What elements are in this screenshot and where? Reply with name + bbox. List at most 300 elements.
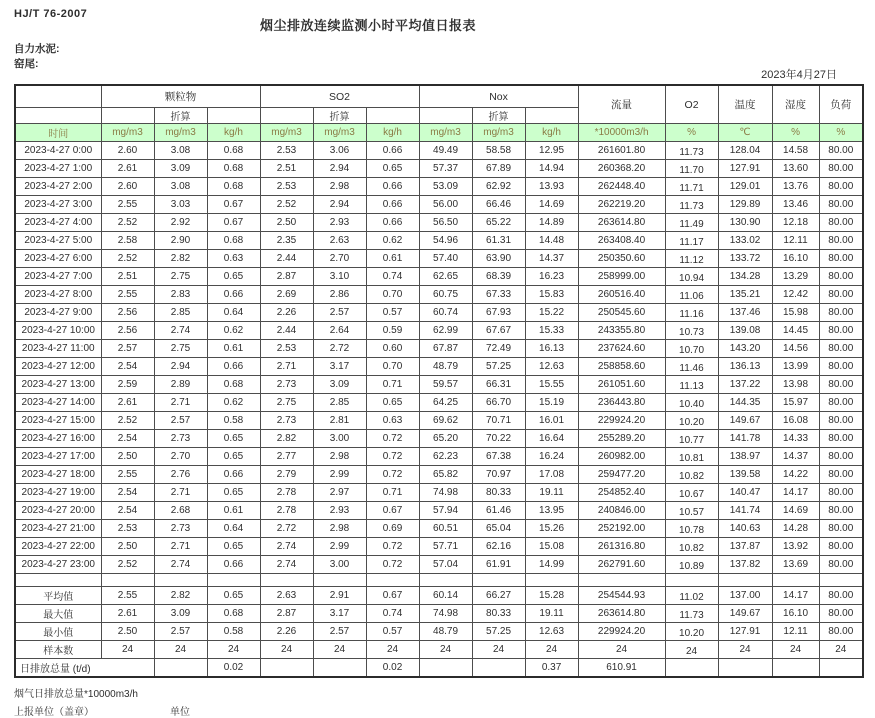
- value-cell: 14.48: [525, 232, 578, 250]
- value-cell: 3.08: [154, 142, 207, 160]
- value-cell: 80.00: [819, 394, 863, 412]
- summary-value-cell: 254544.93: [578, 587, 665, 605]
- value-cell: 2.92: [154, 214, 207, 232]
- header-flow: 流量: [578, 85, 665, 124]
- value-cell: 2.53: [260, 178, 313, 196]
- summary-row: [15, 587, 863, 605]
- value-cell: 229924.20: [578, 412, 665, 430]
- table-row: [15, 466, 863, 484]
- value-cell: 0.62: [207, 322, 260, 340]
- empty-cell: [419, 108, 472, 124]
- value-cell: 2.64: [313, 322, 366, 340]
- empty-cell: [207, 574, 260, 587]
- value-cell: 80.00: [819, 502, 863, 520]
- value-cell: 2.85: [154, 304, 207, 322]
- value-cell: 11.12: [665, 250, 718, 268]
- value-cell: 2.71: [260, 358, 313, 376]
- value-cell: 2.85: [313, 394, 366, 412]
- value-cell: 2.50: [101, 538, 154, 556]
- value-cell: 144.35: [718, 394, 772, 412]
- summary-value-cell: 0.74: [366, 605, 419, 623]
- value-cell: 0.58: [207, 412, 260, 430]
- value-cell: 0.72: [366, 466, 419, 484]
- value-cell: 2.52: [101, 214, 154, 232]
- time-cell: 2023-4-27 14:00: [15, 394, 101, 412]
- time-cell: 2023-4-27 16:00: [15, 430, 101, 448]
- footer-line: [14, 703, 862, 717]
- table-row: [15, 484, 863, 502]
- value-cell: 0.68: [207, 376, 260, 394]
- value-cell: 2.69: [260, 286, 313, 304]
- value-cell: 10.94: [665, 268, 718, 286]
- value-cell: 3.09: [154, 160, 207, 178]
- empty-cell: [101, 574, 154, 587]
- value-cell: 143.20: [718, 340, 772, 358]
- table-row: [15, 448, 863, 466]
- table-body: [15, 124, 863, 678]
- value-cell: 13.46: [772, 196, 819, 214]
- value-cell: 80.00: [819, 358, 863, 376]
- empty-cell: [15, 108, 101, 124]
- value-cell: 14.69: [525, 196, 578, 214]
- value-cell: 0.65: [207, 538, 260, 556]
- table-row: [15, 196, 863, 214]
- time-cell: 2023-4-27 2:00: [15, 178, 101, 196]
- daily-total-value-cell: [313, 659, 366, 678]
- summary-value-cell: 2.63: [260, 587, 313, 605]
- summary-value-cell: 263614.80: [578, 605, 665, 623]
- value-cell: 13.92: [772, 538, 819, 556]
- value-cell: 2.93: [313, 502, 366, 520]
- value-cell: 67.67: [472, 322, 525, 340]
- summary-value-cell: 24: [154, 641, 207, 659]
- summary-value-cell: 2.87: [260, 605, 313, 623]
- value-cell: 80.00: [819, 214, 863, 232]
- value-cell: 62.99: [419, 322, 472, 340]
- group-header-particulate: 颗粒物: [101, 85, 260, 108]
- value-cell: 2.74: [154, 556, 207, 574]
- time-header-cell: 时间: [15, 124, 101, 142]
- value-cell: 139.08: [718, 322, 772, 340]
- daily-total-value-cell: [819, 659, 863, 678]
- value-cell: 134.28: [718, 268, 772, 286]
- value-cell: 14.56: [772, 340, 819, 358]
- value-cell: 2.58: [101, 232, 154, 250]
- value-cell: 14.69: [772, 502, 819, 520]
- value-cell: 2.63: [313, 232, 366, 250]
- value-cell: 0.61: [207, 502, 260, 520]
- summary-value-cell: 80.33: [472, 605, 525, 623]
- summary-value-cell: 15.28: [525, 587, 578, 605]
- unit-cell: mg/m3: [419, 124, 472, 142]
- summary-value-cell: 80.00: [819, 605, 863, 623]
- summary-value-cell: 2.50: [101, 623, 154, 641]
- summary-value-cell: 24: [718, 641, 772, 659]
- value-cell: 12.63: [525, 358, 578, 376]
- unit-cell: mg/m3: [472, 124, 525, 142]
- converted-header-nox: 折算: [472, 108, 525, 124]
- value-cell: 19.11: [525, 484, 578, 502]
- time-cell: 2023-4-27 20:00: [15, 502, 101, 520]
- summary-label-cell: 最小值: [15, 623, 101, 641]
- value-cell: 149.67: [718, 412, 772, 430]
- value-cell: 2.73: [260, 412, 313, 430]
- value-cell: 0.67: [207, 214, 260, 232]
- value-cell: 2.93: [313, 214, 366, 232]
- value-cell: 74.98: [419, 484, 472, 502]
- daily-total-value-cell: 0.02: [207, 659, 260, 678]
- value-cell: 3.00: [313, 430, 366, 448]
- daily-total-value-cell: 0.02: [366, 659, 419, 678]
- summary-label-cell: 平均值: [15, 587, 101, 605]
- value-cell: 12.42: [772, 286, 819, 304]
- value-cell: 15.08: [525, 538, 578, 556]
- value-cell: 80.00: [819, 412, 863, 430]
- value-cell: 58.58: [472, 142, 525, 160]
- value-cell: 48.79: [419, 358, 472, 376]
- time-cell: 2023-4-27 22:00: [15, 538, 101, 556]
- value-cell: 70.97: [472, 466, 525, 484]
- value-cell: 57.04: [419, 556, 472, 574]
- value-cell: 14.22: [772, 466, 819, 484]
- value-cell: 258858.60: [578, 358, 665, 376]
- value-cell: 0.68: [207, 232, 260, 250]
- daily-total-value-cell: 0.37: [525, 659, 578, 678]
- summary-value-cell: 57.25: [472, 623, 525, 641]
- summary-value-cell: 24: [472, 641, 525, 659]
- daily-total-value-cell: [665, 659, 718, 678]
- summary-value-cell: 24: [578, 641, 665, 659]
- value-cell: 12.11: [772, 232, 819, 250]
- value-cell: 2.74: [154, 322, 207, 340]
- summary-value-cell: 19.11: [525, 605, 578, 623]
- summary-value-cell: 137.00: [718, 587, 772, 605]
- unit-cell: kg/h: [525, 124, 578, 142]
- group-header-nox: Nox: [419, 85, 578, 108]
- value-cell: 2.44: [260, 250, 313, 268]
- value-cell: 80.00: [819, 520, 863, 538]
- value-cell: 15.26: [525, 520, 578, 538]
- value-cell: 11.17: [665, 232, 718, 250]
- value-cell: 80.00: [819, 538, 863, 556]
- empty-cell: [101, 108, 154, 124]
- value-cell: 80.00: [819, 268, 863, 286]
- value-cell: 10.81: [665, 448, 718, 466]
- value-cell: 263408.40: [578, 232, 665, 250]
- table-row: [15, 358, 863, 376]
- value-cell: 10.73: [665, 322, 718, 340]
- summary-value-cell: 0.57: [366, 623, 419, 641]
- value-cell: 49.49: [419, 142, 472, 160]
- value-cell: 0.72: [366, 448, 419, 466]
- value-cell: 2.60: [101, 142, 154, 160]
- value-cell: 2.60: [101, 178, 154, 196]
- value-cell: 2.75: [154, 268, 207, 286]
- value-cell: 2.82: [260, 430, 313, 448]
- report-table-wrap: [14, 84, 862, 717]
- empty-cell: [525, 108, 578, 124]
- value-cell: 80.00: [819, 466, 863, 484]
- value-cell: 2.56: [101, 304, 154, 322]
- value-cell: 2.94: [154, 358, 207, 376]
- value-cell: 13.69: [772, 556, 819, 574]
- value-cell: 2.57: [313, 304, 366, 322]
- value-cell: 0.68: [207, 160, 260, 178]
- daily-total-value-cell: [260, 659, 313, 678]
- value-cell: 254852.40: [578, 484, 665, 502]
- value-cell: 15.19: [525, 394, 578, 412]
- value-cell: 240846.00: [578, 502, 665, 520]
- value-cell: 0.71: [366, 376, 419, 394]
- value-cell: 0.65: [366, 160, 419, 178]
- summary-value-cell: 16.10: [772, 605, 819, 623]
- summary-value-cell: 24: [525, 641, 578, 659]
- value-cell: 0.62: [366, 232, 419, 250]
- value-cell: 60.74: [419, 304, 472, 322]
- time-cell: 2023-4-27 13:00: [15, 376, 101, 394]
- value-cell: 2.98: [313, 178, 366, 196]
- value-cell: 0.65: [207, 268, 260, 286]
- value-cell: 129.89: [718, 196, 772, 214]
- value-cell: 10.70: [665, 340, 718, 358]
- value-cell: 57.25: [472, 358, 525, 376]
- summary-value-cell: 0.68: [207, 605, 260, 623]
- empty-cell: [718, 574, 772, 587]
- value-cell: 0.67: [366, 502, 419, 520]
- summary-value-cell: 11.02: [665, 587, 718, 605]
- time-cell: 2023-4-27 23:00: [15, 556, 101, 574]
- value-cell: 2.83: [154, 286, 207, 304]
- value-cell: 0.72: [366, 556, 419, 574]
- time-cell: 2023-4-27 1:00: [15, 160, 101, 178]
- value-cell: 15.83: [525, 286, 578, 304]
- value-cell: 0.68: [207, 142, 260, 160]
- value-cell: 14.37: [525, 250, 578, 268]
- value-cell: 65.22: [472, 214, 525, 232]
- value-cell: 261316.80: [578, 538, 665, 556]
- unit-cell: kg/h: [366, 124, 419, 142]
- unit-cell: mg/m3: [260, 124, 313, 142]
- summary-value-cell: 2.55: [101, 587, 154, 605]
- table-row: [15, 250, 863, 268]
- empty-cell: [313, 574, 366, 587]
- value-cell: 2.53: [260, 142, 313, 160]
- value-cell: 57.40: [419, 250, 472, 268]
- value-cell: 262219.20: [578, 196, 665, 214]
- value-cell: 14.89: [525, 214, 578, 232]
- unit-cell: %: [819, 124, 863, 142]
- corner-cell: [15, 85, 101, 108]
- value-cell: 69.62: [419, 412, 472, 430]
- value-cell: 10.89: [665, 556, 718, 574]
- value-cell: 16.13: [525, 340, 578, 358]
- value-cell: 80.00: [819, 196, 863, 214]
- value-cell: 2.52: [101, 250, 154, 268]
- value-cell: 2.52: [260, 196, 313, 214]
- summary-value-cell: 80.00: [819, 587, 863, 605]
- page-title: 烟尘排放连续监测小时平均值日报表: [259, 18, 476, 33]
- time-cell: 2023-4-27 18:00: [15, 466, 101, 484]
- value-cell: 10.77: [665, 430, 718, 448]
- value-cell: 2.52: [101, 412, 154, 430]
- value-cell: 0.71: [366, 484, 419, 502]
- daily-total-value-cell: [419, 659, 472, 678]
- value-cell: 80.33: [472, 484, 525, 502]
- value-cell: 53.09: [419, 178, 472, 196]
- summary-value-cell: 24: [819, 641, 863, 659]
- value-cell: 140.47: [718, 484, 772, 502]
- value-cell: 0.63: [366, 412, 419, 430]
- footer-unit-label: 单位: [170, 707, 190, 718]
- value-cell: 60.51: [419, 520, 472, 538]
- header-humidity: 湿度: [772, 85, 819, 124]
- value-cell: 2.50: [101, 448, 154, 466]
- time-cell: 2023-4-27 10:00: [15, 322, 101, 340]
- value-cell: 11.06: [665, 286, 718, 304]
- header-o2: O2: [665, 85, 718, 124]
- value-cell: 2.77: [260, 448, 313, 466]
- value-cell: 11.46: [665, 358, 718, 376]
- value-cell: 137.46: [718, 304, 772, 322]
- summary-value-cell: 2.26: [260, 623, 313, 641]
- value-cell: 141.78: [718, 430, 772, 448]
- value-cell: 16.24: [525, 448, 578, 466]
- value-cell: 0.65: [207, 448, 260, 466]
- summary-row: [15, 641, 863, 659]
- value-cell: 11.73: [665, 196, 718, 214]
- header-load: 负荷: [819, 85, 863, 124]
- value-cell: 0.66: [207, 556, 260, 574]
- value-cell: 11.16: [665, 304, 718, 322]
- value-cell: 136.13: [718, 358, 772, 376]
- summary-value-cell: 2.91: [313, 587, 366, 605]
- footer-report-unit: 上报单位（盖章）: [14, 707, 94, 718]
- value-cell: 2.54: [101, 502, 154, 520]
- value-cell: 261051.60: [578, 376, 665, 394]
- summary-value-cell: 2.57: [313, 623, 366, 641]
- value-cell: 80.00: [819, 304, 863, 322]
- value-cell: 2.55: [101, 286, 154, 304]
- summary-value-cell: 2.82: [154, 587, 207, 605]
- value-cell: 57.37: [419, 160, 472, 178]
- value-cell: 3.03: [154, 196, 207, 214]
- value-cell: 2.35: [260, 232, 313, 250]
- daily-total-value-cell: [718, 659, 772, 678]
- value-cell: 3.06: [313, 142, 366, 160]
- value-cell: 13.29: [772, 268, 819, 286]
- value-cell: 62.16: [472, 538, 525, 556]
- value-cell: 14.45: [772, 322, 819, 340]
- value-cell: 57.71: [419, 538, 472, 556]
- value-cell: 2.55: [101, 196, 154, 214]
- value-cell: 2.53: [101, 520, 154, 538]
- value-cell: 0.68: [207, 178, 260, 196]
- summary-value-cell: 2.61: [101, 605, 154, 623]
- value-cell: 61.31: [472, 232, 525, 250]
- value-cell: 14.58: [772, 142, 819, 160]
- value-cell: 137.82: [718, 556, 772, 574]
- summary-value-cell: 127.91: [718, 623, 772, 641]
- empty-cell: [665, 574, 718, 587]
- report-date: 2023年4月27日: [761, 69, 837, 81]
- value-cell: 0.72: [366, 430, 419, 448]
- value-cell: 67.38: [472, 448, 525, 466]
- value-cell: 2.54: [101, 484, 154, 502]
- value-cell: 16.10: [772, 250, 819, 268]
- summary-value-cell: 0.58: [207, 623, 260, 641]
- value-cell: 13.98: [772, 376, 819, 394]
- value-cell: 0.61: [207, 340, 260, 358]
- value-cell: 139.58: [718, 466, 772, 484]
- value-cell: 2.72: [260, 520, 313, 538]
- value-cell: 16.64: [525, 430, 578, 448]
- value-cell: 14.37: [772, 448, 819, 466]
- table-row: [15, 232, 863, 250]
- value-cell: 2.70: [154, 448, 207, 466]
- value-cell: 141.74: [718, 502, 772, 520]
- value-cell: 60.75: [419, 286, 472, 304]
- value-cell: 59.57: [419, 376, 472, 394]
- value-cell: 129.01: [718, 178, 772, 196]
- value-cell: 133.02: [718, 232, 772, 250]
- value-cell: 62.65: [419, 268, 472, 286]
- value-cell: 0.63: [207, 250, 260, 268]
- value-cell: 3.10: [313, 268, 366, 286]
- summary-value-cell: 229924.20: [578, 623, 665, 641]
- report-table: [14, 84, 864, 678]
- doc-code: HJ/T 76-2007: [14, 8, 88, 20]
- time-cell: 2023-4-27 15:00: [15, 412, 101, 430]
- value-cell: 0.70: [366, 358, 419, 376]
- value-cell: 11.70: [665, 160, 718, 178]
- summary-value-cell: 149.67: [718, 605, 772, 623]
- summary-value-cell: 80.00: [819, 623, 863, 641]
- summary-value-cell: 24: [313, 641, 366, 659]
- value-cell: 10.40: [665, 394, 718, 412]
- value-cell: 250545.60: [578, 304, 665, 322]
- value-cell: 10.78: [665, 520, 718, 538]
- value-cell: 2.50: [260, 214, 313, 232]
- value-cell: 260982.00: [578, 448, 665, 466]
- summary-value-cell: 3.17: [313, 605, 366, 623]
- value-cell: 80.00: [819, 430, 863, 448]
- value-cell: 13.76: [772, 178, 819, 196]
- daily-total-label-cell: 日排放总量 (t/d): [15, 659, 154, 678]
- value-cell: 80.00: [819, 448, 863, 466]
- value-cell: 2.73: [154, 520, 207, 538]
- summary-value-cell: 12.11: [772, 623, 819, 641]
- value-cell: 2.87: [260, 268, 313, 286]
- table-row: [15, 376, 863, 394]
- converted-header-pm: 折算: [154, 108, 207, 124]
- value-cell: 2.99: [313, 466, 366, 484]
- value-cell: 11.49: [665, 214, 718, 232]
- value-cell: 2.97: [313, 484, 366, 502]
- value-cell: 0.66: [366, 196, 419, 214]
- unit-cell: ℃: [718, 124, 772, 142]
- value-cell: 2.59: [101, 376, 154, 394]
- summary-value-cell: 24: [101, 641, 154, 659]
- value-cell: 67.87: [419, 340, 472, 358]
- value-cell: 2.52: [101, 556, 154, 574]
- value-cell: 2.54: [101, 430, 154, 448]
- time-cell: 2023-4-27 11:00: [15, 340, 101, 358]
- value-cell: 15.55: [525, 376, 578, 394]
- unit-cell: %: [772, 124, 819, 142]
- value-cell: 2.94: [313, 160, 366, 178]
- value-cell: 0.66: [366, 214, 419, 232]
- value-cell: 15.97: [772, 394, 819, 412]
